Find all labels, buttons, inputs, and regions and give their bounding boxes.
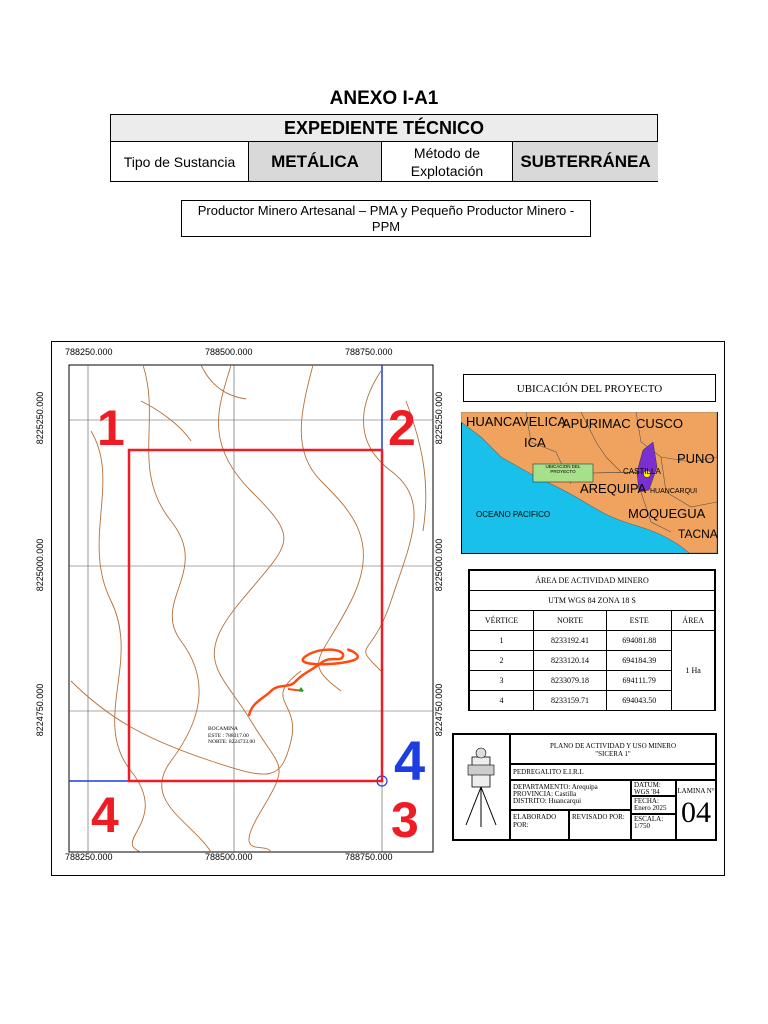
region-huancavelica: HUANCAVELICA (466, 414, 567, 429)
lamina-label: LAMINA N° (677, 787, 715, 795)
col-header-este: ESTE (606, 611, 671, 631)
region-castilla: CASTILLA (623, 467, 661, 476)
cell-area: 1 Ha (672, 631, 715, 711)
region-apurimac: APURIMAC (562, 416, 631, 431)
area-table-title: ÁREA DE ACTIVIDAD MINERO (470, 571, 715, 591)
access-path (249, 650, 358, 716)
mining-area-polygon (129, 450, 382, 781)
col-header-area: ÁREA (672, 611, 715, 631)
location-title: UBICACIÓN DEL PROYECTO (463, 374, 716, 402)
datum-label: DATUM: (634, 781, 661, 789)
region-huancarqui: HUANCARQUI (650, 488, 698, 495)
bocamina-norte: NORTE: 8224733.00 (208, 739, 256, 745)
col-header-vertice: VÉRTICE (470, 611, 534, 631)
y-coord-left-3: 8224750.000 (35, 683, 45, 737)
escala-value: 1/750 (634, 822, 650, 830)
productor-box: Productor Minero Artesanal – PMA y Pequeño Productor Minero - PPM (181, 200, 591, 237)
provincia: PROVINCIA: Castilla (513, 790, 577, 798)
cell-norte: 8233159.71 (534, 691, 607, 711)
ocean-label: OCEANO PACIFICO (476, 510, 551, 519)
area-table-subtitle: UTM WGS 84 ZONA 18 S (470, 591, 715, 611)
vertex-label-4: 4 (91, 787, 119, 843)
x-coord-top-3: 788750.000 (345, 347, 393, 357)
title-block (452, 733, 717, 841)
cell-norte: 8233079.18 (534, 671, 607, 691)
fecha-value: Enero 2025 (634, 804, 667, 812)
company-cell: PEDREGALITO E.I.R.L (510, 764, 716, 780)
location-cell (510, 780, 631, 810)
vertex-label-1: 1 (97, 400, 125, 456)
vertex-label-3: 3 (391, 792, 419, 848)
x-coord-bottom-3: 788750.000 (345, 852, 393, 862)
region-cusco: CUSCO (636, 416, 683, 431)
cell-este: 694081.88 (606, 631, 671, 651)
cell-vertice: 3 (470, 671, 534, 691)
departamento: DEPARTAMENTO: Arequipa (513, 783, 598, 791)
y-coord-left-1: 8225250.000 (35, 391, 45, 445)
x-coord-top-2: 788500.000 (205, 347, 253, 357)
y-coord-right-3: 8224750.000 (434, 683, 444, 737)
y-coord-left-2: 8225000.000 (35, 538, 45, 592)
x-coord-bottom-1: 788250.000 (65, 852, 113, 862)
x-coord-top-1: 788250.000 (65, 347, 113, 357)
annex-title: ANEXO I-A1 (329, 88, 439, 109)
plan-title-cell (510, 734, 716, 764)
bocamina-marker (298, 687, 304, 691)
sustancia-label: Tipo de Sustancia (111, 142, 249, 181)
y-coord-right-1: 8225250.000 (434, 391, 444, 445)
cell-vertice: 1 (470, 631, 534, 651)
datum-cell (631, 780, 676, 796)
callout-label: UBICACION DEL PROYECTO (545, 464, 581, 474)
lamina-cell (676, 780, 716, 840)
bocamina-note (208, 726, 255, 746)
header-table (110, 114, 658, 182)
vertex-label-2: 2 (388, 400, 416, 456)
cell-norte: 8233192.41 (534, 631, 607, 651)
expediente-title: EXPEDIENTE TÉCNICO (111, 115, 657, 142)
cell-norte: 8233120.14 (534, 651, 607, 671)
metodo-label: Método de Explotación (382, 142, 513, 181)
bocamina-este: ESTE : 788317.00 (208, 732, 249, 739)
region-arequipa: AREQUIPA (580, 481, 647, 496)
elaborado-cell: ELABORADO POR: (510, 810, 569, 840)
distrito: DISTRITO: Huancarqui (513, 797, 582, 805)
cell-vertice: 2 (470, 651, 534, 671)
region-moquegua: MOQUEGUA (628, 506, 706, 521)
revisado-cell: REVISADO POR: (569, 810, 631, 840)
lamina-value: 04 (681, 796, 711, 829)
cell-vertice: 4 (470, 691, 534, 711)
table-row (470, 631, 715, 651)
area-table (468, 569, 716, 711)
cell-este: 694043.50 (606, 691, 671, 711)
region-ica: ICA (524, 435, 546, 450)
total-station-icon (454, 735, 509, 839)
y-coord-right-2: 8225000.000 (434, 538, 444, 592)
bocamina-title: BOCAMINA (208, 726, 238, 732)
escala-label: ESCALA: (634, 815, 664, 823)
cell-este: 694111.79 (606, 671, 671, 691)
escala-cell (631, 814, 676, 840)
plan-name: "SICERA 1" (595, 750, 631, 758)
datum-value: WGS '84 (634, 788, 660, 796)
fecha-label: FECHA: (634, 797, 659, 805)
region-tacna: TACNA (678, 527, 718, 541)
x-coord-bottom-2: 788500.000 (205, 852, 253, 862)
col-header-norte: NORTE (534, 611, 607, 631)
sustancia-value: METÁLICA (249, 142, 382, 181)
metodo-value: SUBTERRÁNEA (513, 142, 658, 181)
vertex-label-blue-4: 4 (394, 729, 426, 792)
fecha-cell (631, 796, 676, 814)
region-puno: PUNO (677, 451, 715, 466)
cell-este: 694184.39 (606, 651, 671, 671)
plan-title: PLANO DE ACTIVIDAD Y USO MINERO (549, 742, 677, 750)
logo-cell (453, 734, 510, 840)
